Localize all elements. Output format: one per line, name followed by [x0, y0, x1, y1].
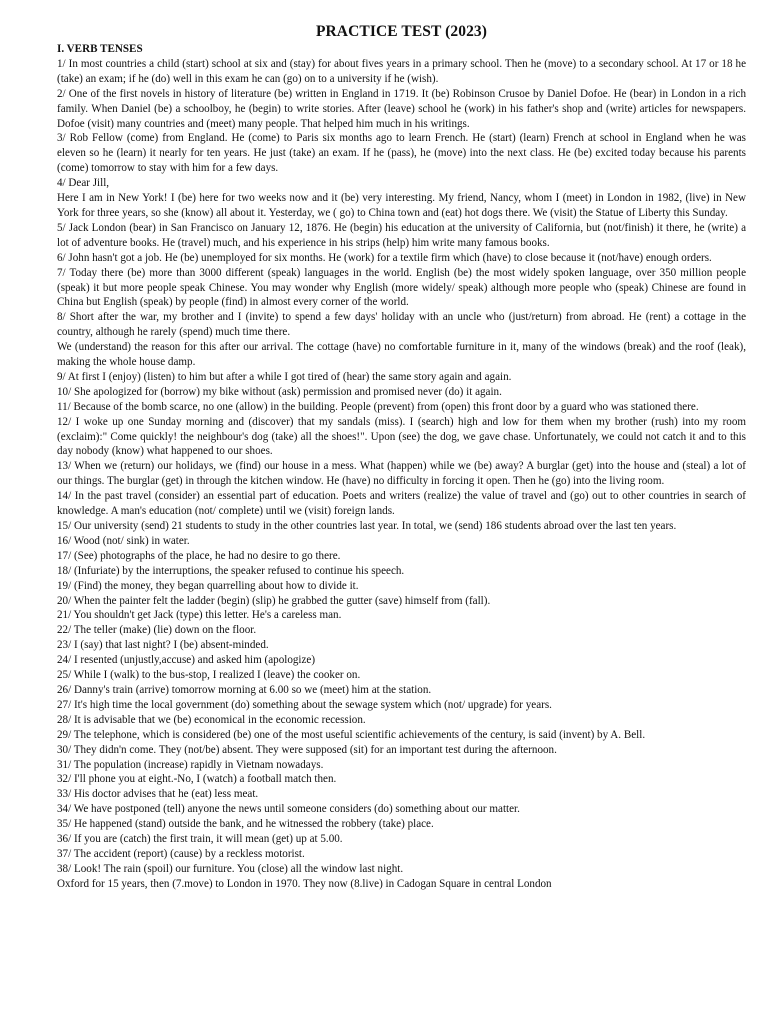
exercise-paragraph: 28/ It is advisable that we (be) economical in the economic recession.	[57, 713, 366, 726]
exercise-paragraph: 7/ Today there (be) more than 3000 different (speak) languages in the world. English (be) the most widely spoken language, over 350 million people (speak) it but more people speak Chinese. You may wonder why English (more widely/ speak) although more people who (speak) Chinese are found in China but English (speak) by people (find) in almost every corner of the world.	[57, 266, 746, 309]
exercise-paragraph: 30/ They didn'n come. They (not/be) absent. They were supposed (sit) for an important test during the afternoon.	[57, 743, 557, 756]
exercise-list	[57, 57, 746, 892]
exercise-paragraph: 9/ At first I (enjoy) (listen) to him but after a while I got tired of (hear) the same story again and again.	[57, 370, 512, 383]
exercise-paragraph: 26/ Danny's train (arrive) tomorrow morning at 6.00 so we (meet) him at the station.	[57, 683, 432, 696]
exercise-paragraph: 18/ (Infuriate) by the interruptions, the speaker refused to continue his speech.	[57, 564, 405, 577]
exercise-paragraph: 2/ One of the first novels in history of literature (be) written in England in 1719. It (be) Robinson Crusoe by Daniel Dofoe. He (bear) in London in a rich family. When Daniel (be) a schoolboy, he (begin) to write stories. After (leave) school he (work) in his father's shop and (write) articles for newspapers. Dofoe (visit) many countries and (meet) many people. That helped him much in his writings.	[57, 87, 746, 130]
exercise-paragraph: 11/ Because of the bomb scarce, no one (allow) in the building. People (prevent) from (open) this front door by a guard who was stationed there.	[57, 400, 699, 413]
document-page	[57, 22, 746, 892]
exercise-paragraph: 36/ If you are (catch) the first train, it will mean (get) up at 5.00.	[57, 833, 343, 846]
exercise-paragraph: 29/ The telephone, which is considered (be) one of the most useful scientific achievements of the century, is said (invent) by A. Bell.	[57, 728, 646, 741]
section-heading: I. VERB TENSES	[57, 43, 143, 55]
exercise-paragraph: 3/ Rob Fellow (come) from England. He (come) to Paris six months ago to learn French. He (start) (learn) French at school in England when he was eleven so he (learn) it nearly for ten years. He just (take) an exam. If he (pass), he (move) into the next class. He (be) excited today because his parents (come) tomorrow to stay with him for a few days.	[57, 132, 746, 175]
exercise-paragraph: 34/ We have postponed (tell) anyone the news until someone considers (do) something about our matter.	[57, 803, 520, 816]
exercise-paragraph: 25/ While I (walk) to the bus-stop, I realized I (leave) the cooker on.	[57, 669, 361, 682]
exercise-paragraph: 19/ (Find) the money, they began quarrelling about how to divide it.	[57, 579, 359, 592]
exercise-paragraph: 23/ I (say) that last night? I (be) absent-minded.	[57, 639, 269, 652]
exercise-paragraph: 10/ She apologized for (borrow) my bike without (ask) permission and promised never (do) it again.	[57, 385, 502, 398]
document-title: PRACTICE TEST (2023)	[315, 23, 488, 40]
exercise-paragraph: 12/ I woke up one Sunday morning and (discover) that my sandals (miss). I (search) high and low for them when my brother (rush) into my room (exclaim):" Come quickly! the neighbour's dog (take) all the shoes!". Upon (see) the dog, we gave chase. Unfortunately, we could not catch it and to this day nobody (know) what happened to our shoes.	[57, 415, 746, 458]
exercise-paragraph: 31/ The population (increase) rapidly in Vietnam nowadays.	[57, 758, 324, 771]
exercise-paragraph: 6/ John hasn't got a job. He (be) unemployed for six months. He (work) for a textile firm which (have) to close because it (not/have) enough orders.	[57, 251, 712, 264]
exercise-paragraph: Oxford for 15 years, then (7.move) to London in 1970. They now (8.live) in Cadogan Square in central London	[57, 877, 552, 890]
exercise-paragraph: 16/ Wood (not/ sink) in water.	[57, 534, 190, 547]
exercise-paragraph: 32/ I'll phone you at eight.-No, I (watch) a football match then.	[57, 773, 337, 786]
exercise-paragraph: 37/ The accident (report) (cause) by a reckless motorist.	[57, 847, 305, 860]
exercise-paragraph: 38/ Look! The rain (spoil) our furniture. You (close) all the window last night.	[57, 862, 404, 875]
exercise-paragraph: 13/ When we (return) our holidays, we (find) our house in a mess. What (happen) while we (be) away? A burglar (get) into the house and (steal) a lot of our things. The burglar (get) in through the kitchen window. He (have) no difficulty in forcing it open. Then he (go) into the living room.	[57, 460, 746, 488]
exercise-paragraph: We (understand) the reason for this after our arrival. The cottage (have) no comfortable furniture in it, many of the windows (break) and the roof (leak), making the whole house damp.	[57, 341, 746, 369]
exercise-paragraph: 35/ He happened (stand) outside the bank, and he witnessed the robbery (take) place.	[57, 818, 434, 831]
exercise-paragraph: Here I am in New York! I (be) here for two weeks now and it (be) very interesting. My friend, Nancy, whom I (meet) in London in 1982, (live) in New York for three years, so she (know) all about it. Yesterday, we ( go) to China town and (eat) hot dogs there. We (visit) the Statue of Liberty this Sunday.	[57, 192, 746, 219]
exercise-paragraph: 17/ (See) photographs of the place, he had no desire to go there.	[57, 549, 341, 562]
exercise-paragraph: 1/ In most countries a child (start) school at six and (stay) for about fives years in a primary school. Then he (move) to a secondary school. At 17 or 18 he (take) an exam; if he (do) well in this exam he can (go) on to a university if he (wish).	[57, 57, 746, 85]
exercise-paragraph: 21/ You shouldn't get Jack (type) this letter. He's a careless man.	[57, 609, 342, 622]
exercise-paragraph: 33/ His doctor advises that he (eat) less meat.	[57, 788, 259, 801]
exercise-paragraph: 5/ Jack London (bear) in San Francisco on January 12, 1876. He (begin) his education at the university of California, but (not/finish) it there, he (write) a lot of adventure books. He (travel) much, and his experience in his strips (help) him write many famous books.	[57, 221, 746, 249]
exercise-paragraph: 14/ In the past travel (consider) an essential part of education. Poets and writers (realize) the value of travel and (go) out to other countries in search of knowledge. A man's education (not/ complete) until we (visit) foreign lands.	[57, 490, 746, 518]
exercise-paragraph: 24/ I resented (unjustly,accuse) and asked him (apologize)	[57, 654, 316, 667]
exercise-paragraph: 8/ Short after the war, my brother and I (invite) to spend a few days' holiday with an uncle who (just/return) from abroad. He (rent) a cottage in the country, although he rarely (spend) much time there.	[57, 311, 746, 339]
exercise-paragraph: 20/ When the painter felt the ladder (begin) (slip) he grabbed the gutter (save) himself from (fall).	[57, 594, 491, 607]
exercise-paragraph: 15/ Our university (send) 21 students to study in the other countries last year. In total, we (send) 186 students abroad over the last ten years.	[57, 520, 677, 532]
exercise-paragraph: 4/ Dear Jill,	[57, 177, 110, 190]
exercise-paragraph: 22/ The teller (make) (lie) down on the floor.	[57, 624, 257, 637]
exercise-paragraph: 27/ It's high time the local government (do) something about the sewage system which (not/ upgrade) for years.	[57, 698, 552, 711]
